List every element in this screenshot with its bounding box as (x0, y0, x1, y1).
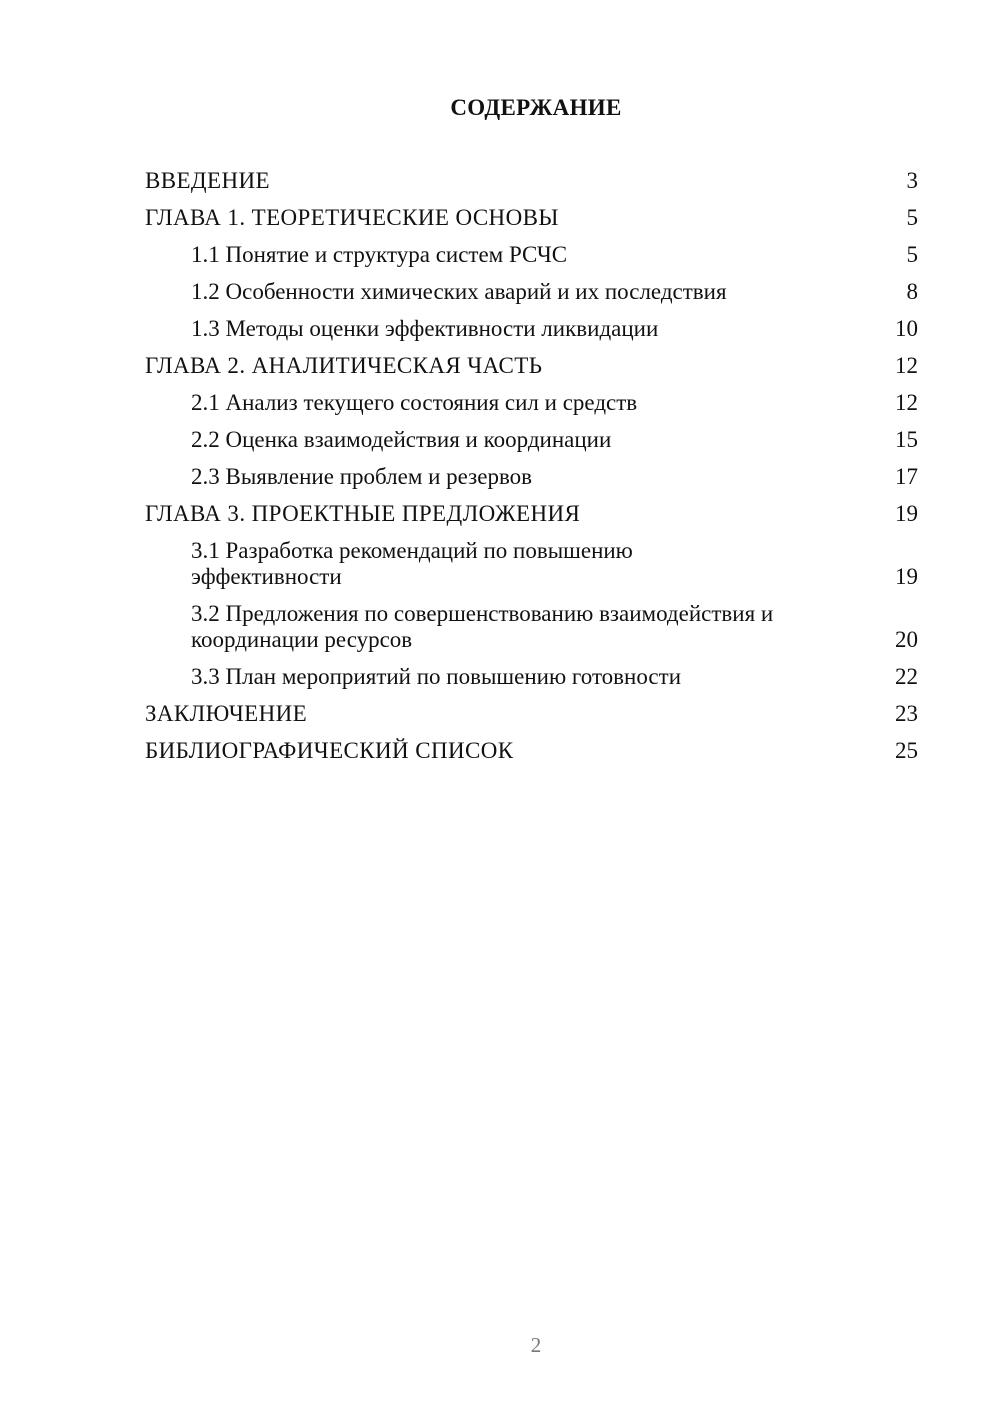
toc-entry-page: 5 (906, 205, 918, 230)
toc-entry (145, 390, 918, 416)
toc-entry (145, 279, 918, 305)
toc-entry-page: 15 (895, 427, 918, 452)
toc-entry (145, 701, 918, 727)
toc-entry-label: ЗАКЛЮЧЕНИЕ (145, 701, 308, 726)
toc-entry-page: 12 (895, 390, 918, 415)
toc-entry-page: 22 (895, 664, 918, 689)
toc-entry (145, 538, 918, 590)
toc-entry-page: 20 (895, 627, 918, 652)
toc-entry (145, 501, 918, 527)
toc-entry-page: 10 (895, 316, 918, 341)
toc-entry-label: 3.3 План мероприятий по повышению готовности (191, 664, 681, 689)
toc-entry-label: 2.1 Анализ текущего состояния сил и средств (191, 390, 638, 415)
toc-entry-label: ГЛАВА 1. ТЕОРЕТИЧЕСКИЕ ОСНОВЫ (145, 205, 559, 230)
toc-entry-label: БИБЛИОГРАФИЧЕСКИЙ СПИСОК (145, 738, 514, 763)
toc-entry (145, 427, 918, 453)
toc-entry (145, 664, 918, 690)
toc-entry-label: ГЛАВА 3. ПРОЕКТНЫЕ ПРЕДЛОЖЕНИЯ (145, 501, 581, 526)
toc-entry-label: 1.2 Особенности химических аварий и их последствия (191, 279, 727, 304)
toc-entry-label: ГЛАВА 2. АНАЛИТИЧЕСКАЯ ЧАСТЬ (145, 353, 543, 378)
toc-entry-label: ВВЕДЕНИЕ (145, 168, 270, 193)
toc-entry-page: 25 (895, 738, 918, 763)
toc-entry-label: 3.2 Предложения по совершенствованию взаимодействия и координации ресурсов (191, 601, 774, 652)
toc-entry-page: 5 (906, 242, 918, 267)
toc-entry-page: 8 (906, 279, 918, 304)
toc-entry (145, 242, 918, 268)
page-title: СОДЕРЖАНИЕ (450, 95, 622, 120)
toc-entry (145, 353, 918, 379)
toc-entry-page: 19 (895, 501, 918, 526)
toc-entry-label: 1.3 Методы оценки эффективности ликвидации (191, 316, 659, 341)
toc-entry (145, 316, 918, 342)
toc-entry (145, 205, 918, 231)
toc-entry-page: 12 (895, 353, 918, 378)
toc-entry-label: 2.3 Выявление проблем и резервов (191, 464, 533, 489)
toc-entry (145, 168, 918, 194)
table-of-contents (145, 168, 918, 775)
toc-entry-label: 3.1 Разработка рекомендаций по повышению эффективности (191, 538, 633, 589)
toc-entry-page: 19 (895, 564, 918, 589)
toc-entry (145, 464, 918, 490)
toc-entry-label: 1.1 Понятие и структура систем РСЧС (191, 242, 568, 267)
toc-entry-page: 3 (906, 168, 918, 193)
toc-entry-label: 2.2 Оценка взаимодействия и координации (191, 427, 612, 452)
toc-entry-page: 17 (895, 464, 918, 489)
toc-entry (145, 738, 918, 764)
toc-entry-page: 23 (895, 701, 918, 726)
toc-entry (145, 601, 918, 653)
page-number: 2 (530, 1333, 542, 1357)
